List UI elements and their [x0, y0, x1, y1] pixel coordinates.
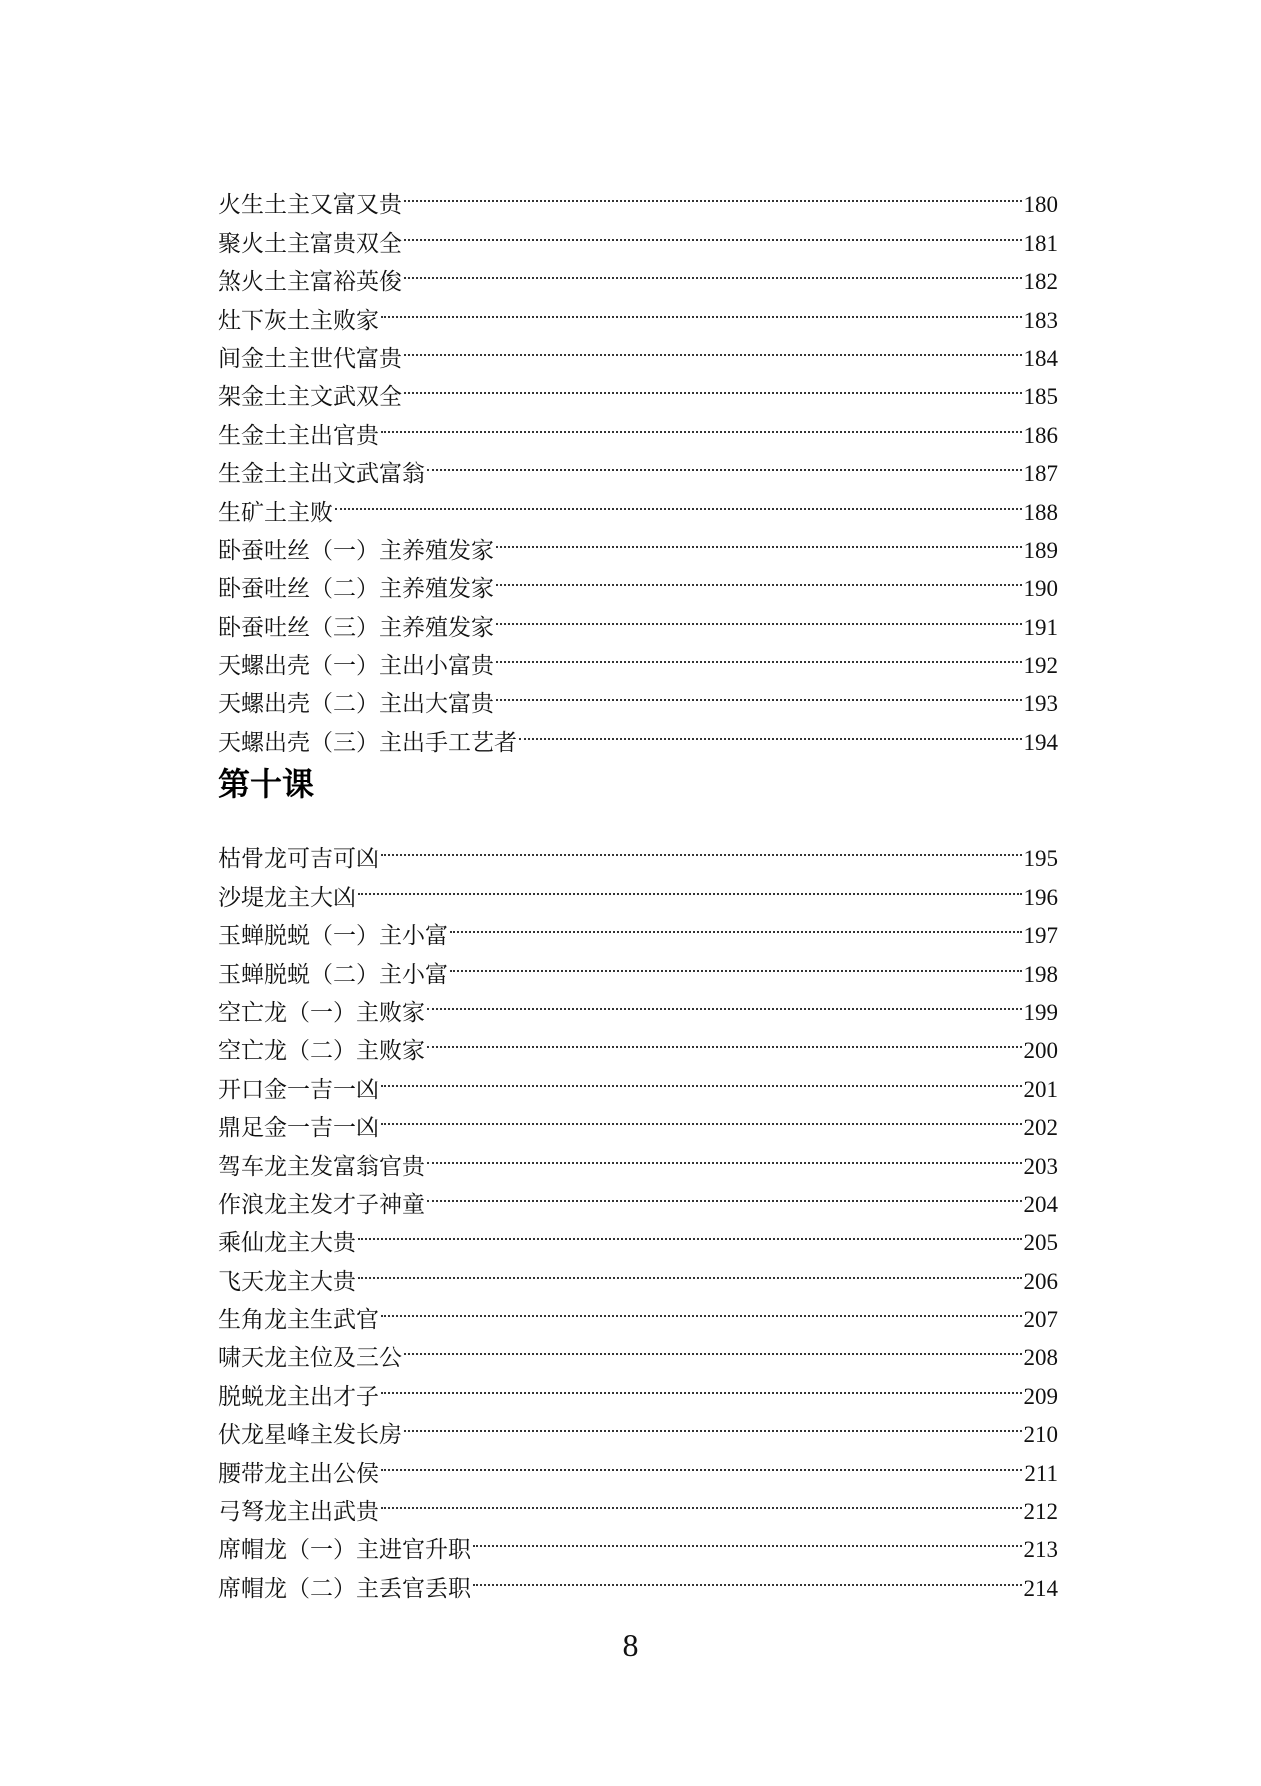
- toc-entry: [218, 481, 1058, 526]
- toc-entry-title: 空亡龙（一）主败家: [218, 999, 425, 1026]
- toc-entry-title: 伏龙星峰主发长房: [218, 1422, 402, 1449]
- toc-entry-page-number: 191: [1023, 614, 1058, 640]
- dot-leader: [358, 1212, 1022, 1250]
- dot-leader: [404, 1404, 1022, 1442]
- toc-entry-title: 天螺出壳（一）主出小富贵: [218, 653, 494, 680]
- toc-entry-title: 煞火土主富裕英俊: [218, 269, 402, 296]
- toc-entry-page-number: 214: [1023, 1575, 1058, 1601]
- dot-leader: [496, 596, 1022, 634]
- toc-entry-title: 开口金一吉一凶: [218, 1076, 379, 1103]
- toc-entry-title: 生金土主出文武富翁: [218, 461, 425, 488]
- toc-entry-title: 生角龙主生武官: [218, 1307, 379, 1334]
- dot-leader: [381, 1442, 1022, 1480]
- dot-leader: [427, 443, 1022, 481]
- toc-entry-page-number: 186: [1023, 422, 1058, 448]
- toc-entry-page-number: 205: [1023, 1230, 1058, 1256]
- toc-section-1: [218, 174, 1058, 756]
- toc-entry-page-number: 195: [1023, 846, 1058, 872]
- toc-entry-page-number: 197: [1023, 923, 1058, 949]
- dot-leader: [335, 481, 1022, 519]
- toc-entry-page-number: 181: [1023, 230, 1058, 256]
- dot-leader: [427, 1135, 1022, 1173]
- toc-entry-title: 腰带龙主出公侯: [218, 1460, 379, 1487]
- toc-entry-title: 弓弩龙主出武贵: [218, 1499, 379, 1526]
- dot-leader: [381, 289, 1022, 327]
- toc-entry-title: 灶下灰土主败家: [218, 307, 379, 334]
- toc-entry-title: 飞天龙主大贵: [218, 1268, 356, 1295]
- dot-leader: [427, 1174, 1022, 1212]
- toc-entry-title: 驾车龙主发富翁官贵: [218, 1153, 425, 1180]
- toc-entry-title: 卧蚕吐丝（三）主养殖发家: [218, 614, 494, 641]
- toc-entry-title: 啸天龙主位及三公: [218, 1345, 402, 1372]
- toc-entry-title: 架金土主文武双全: [218, 384, 402, 411]
- toc-entry-page-number: 187: [1023, 461, 1058, 487]
- toc-entry-page-number: 210: [1023, 1422, 1058, 1448]
- toc-entry-page-number: 204: [1023, 1191, 1058, 1217]
- dot-leader: [381, 1097, 1022, 1135]
- toc-entry-page-number: 206: [1023, 1268, 1058, 1294]
- toc-entry: [218, 828, 1058, 873]
- toc-entry-title: 卧蚕吐丝（二）主养殖发家: [218, 576, 494, 603]
- toc-entry-page-number: 183: [1023, 307, 1058, 333]
- toc-entry-page-number: 185: [1023, 384, 1058, 410]
- dot-leader: [358, 866, 1022, 904]
- dot-leader: [381, 1058, 1022, 1096]
- dot-leader: [473, 1557, 1022, 1595]
- toc-entry-page-number: 209: [1023, 1383, 1058, 1409]
- toc-entry-title: 火生土主又富又贵: [218, 192, 402, 219]
- toc-entry-page-number: 196: [1023, 884, 1058, 910]
- toc-entry-title: 间金土主世代富贵: [218, 345, 402, 372]
- dot-leader: [381, 1289, 1022, 1327]
- toc-entry-page-number: 189: [1023, 537, 1058, 563]
- toc-entry-title: 玉蝉脱蜕（一）主小富: [218, 923, 448, 950]
- dot-leader: [404, 251, 1022, 289]
- dot-leader: [427, 1020, 1022, 1058]
- dot-leader: [496, 520, 1022, 558]
- toc-entry: [218, 174, 1058, 219]
- toc-entry-page-number: 193: [1023, 691, 1058, 717]
- toc-entry-title: 鼎足金一吉一凶: [218, 1115, 379, 1142]
- dot-leader: [519, 711, 1022, 749]
- dot-leader: [404, 1327, 1022, 1365]
- dot-leader: [496, 635, 1022, 673]
- toc-entry-title: 卧蚕吐丝（一）主养殖发家: [218, 537, 494, 564]
- toc-entry-page-number: 180: [1023, 192, 1058, 218]
- dot-leader: [427, 982, 1022, 1020]
- toc-entry-title: 脱蜕龙主出才子: [218, 1383, 379, 1410]
- toc-entry-page-number: 200: [1023, 1038, 1058, 1064]
- toc-entry: [218, 520, 1058, 564]
- toc-entry-title: 席帽龙（一）主进官升职: [218, 1537, 471, 1564]
- toc-entry-page-number: 198: [1023, 961, 1058, 987]
- toc-entry-title: 生矿土主败: [218, 499, 333, 526]
- dot-leader: [381, 404, 1022, 442]
- toc-entry-page-number: 213: [1023, 1537, 1058, 1563]
- dot-leader: [404, 212, 1022, 250]
- toc-entry-title: 聚火土主富贵双全: [218, 230, 402, 257]
- toc-entry-page-number: 194: [1023, 729, 1058, 755]
- toc-entry-page-number: 201: [1023, 1076, 1058, 1102]
- dot-leader: [496, 558, 1022, 596]
- toc-entry-page-number: 212: [1023, 1499, 1058, 1525]
- toc-entry-title: 玉蝉脱蜕（二）主小富: [218, 961, 448, 988]
- toc-entry-page-number: 208: [1023, 1345, 1058, 1371]
- toc-entry-page-number: 199: [1023, 999, 1058, 1025]
- dot-leader: [404, 366, 1022, 404]
- toc-entry-title: 生金土主出官贵: [218, 422, 379, 449]
- toc-entry-page-number: 188: [1023, 499, 1058, 525]
- dot-leader: [496, 673, 1022, 711]
- toc-entry-title: 天螺出壳（三）主出手工艺者: [218, 729, 517, 756]
- toc-entry-page-number: 207: [1023, 1307, 1058, 1333]
- dot-leader: [381, 1481, 1022, 1519]
- toc-entry-page-number: 211: [1024, 1460, 1058, 1486]
- toc-entry-page-number: 182: [1023, 269, 1058, 295]
- toc-entry-page-number: 192: [1023, 653, 1058, 679]
- dot-leader: [358, 1250, 1022, 1288]
- toc-entry-title: 枯骨龙可吉可凶: [218, 846, 379, 873]
- toc-entry-title: 沙堤龙主大凶: [218, 884, 356, 911]
- dot-leader: [381, 828, 1022, 866]
- toc-entry-title: 天螺出壳（二）主出大富贵: [218, 691, 494, 718]
- toc-entry-title: 作浪龙主发才子神童: [218, 1191, 425, 1218]
- lesson-heading: 第十课: [218, 765, 315, 803]
- toc-section-2: [218, 828, 1058, 1602]
- toc-entry-page-number: 190: [1023, 576, 1058, 602]
- toc-entry-title: 席帽龙（二）主丢官丢职: [218, 1575, 471, 1602]
- dot-leader: [450, 905, 1022, 943]
- page-number: 8: [622, 1627, 639, 1663]
- toc-entry-title: 空亡龙（二）主败家: [218, 1038, 425, 1065]
- dot-leader: [450, 943, 1022, 981]
- toc-entry-page-number: 202: [1023, 1115, 1058, 1141]
- toc-entry-page-number: 184: [1023, 345, 1058, 371]
- toc-entry-page-number: 203: [1023, 1153, 1058, 1179]
- dot-leader: [404, 174, 1022, 212]
- dot-leader: [404, 328, 1022, 366]
- dot-leader: [473, 1519, 1022, 1557]
- dot-leader: [381, 1365, 1022, 1403]
- toc-entry-title: 乘仙龙主大贵: [218, 1230, 356, 1257]
